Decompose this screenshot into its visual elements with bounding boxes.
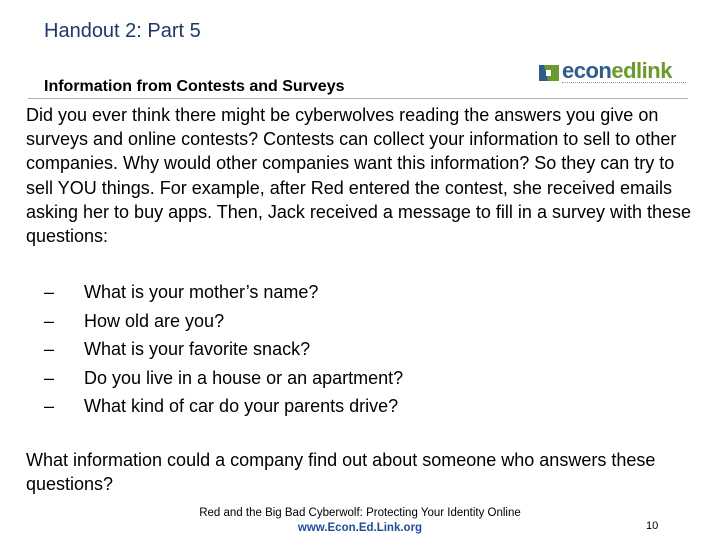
discussion-question: What information could a company find out about someone who answers these questions?	[26, 450, 656, 494]
list-item	[44, 307, 403, 336]
econedlink-logo	[538, 58, 688, 88]
list-item	[44, 335, 403, 364]
bullet-dash: –	[44, 367, 55, 388]
footer-website-link[interactable]: www.Econ.Ed.Link.org	[297, 522, 423, 534]
bullet-dash: –	[44, 282, 55, 302]
bullet-dash: –	[44, 396, 55, 416]
list-item	[44, 364, 403, 393]
list-item-text: What kind of car do your parents drive?	[84, 396, 399, 416]
logo-prefix: econ	[562, 58, 612, 83]
survey-question-list	[44, 278, 403, 421]
intro-paragraph: Did you ever think there might be cyberwolves reading the answers you give on surveys and online contests? Contests can collect your information to sell to other companies. Why would other companies want this information? So they can try to sell YOU things. For example, after Red entered the contest, she received emails asking her to buy apps. Then, Jack received a message to fill in a survey with these questions:	[26, 105, 692, 247]
footer	[160, 506, 560, 536]
section-subtitle: Information from Contests and Surveys	[44, 78, 345, 95]
list-item-text: What is your mother’s name?	[84, 282, 319, 302]
page-title: Handout 2: Part 5	[44, 20, 201, 42]
list-item-text: Do you live in a house or an apartment?	[84, 367, 404, 388]
footer-book-title: Red and the Big Bad Cyberwolf: Protecting Your Identity Online	[199, 507, 521, 519]
list-item	[44, 278, 403, 307]
logo-tagline	[562, 82, 686, 86]
list-item	[44, 392, 403, 421]
bullet-dash: –	[44, 339, 55, 359]
list-item-text: What is your favorite snack?	[84, 339, 311, 359]
econedlink-logo-icon	[538, 62, 560, 84]
logo-wordmark	[562, 59, 672, 83]
bullet-dash: –	[44, 310, 55, 331]
header-divider	[28, 98, 688, 99]
list-item-text: How old are you?	[84, 310, 225, 331]
logo-suffix: edlink	[611, 58, 672, 83]
page-number: 10	[646, 520, 659, 532]
